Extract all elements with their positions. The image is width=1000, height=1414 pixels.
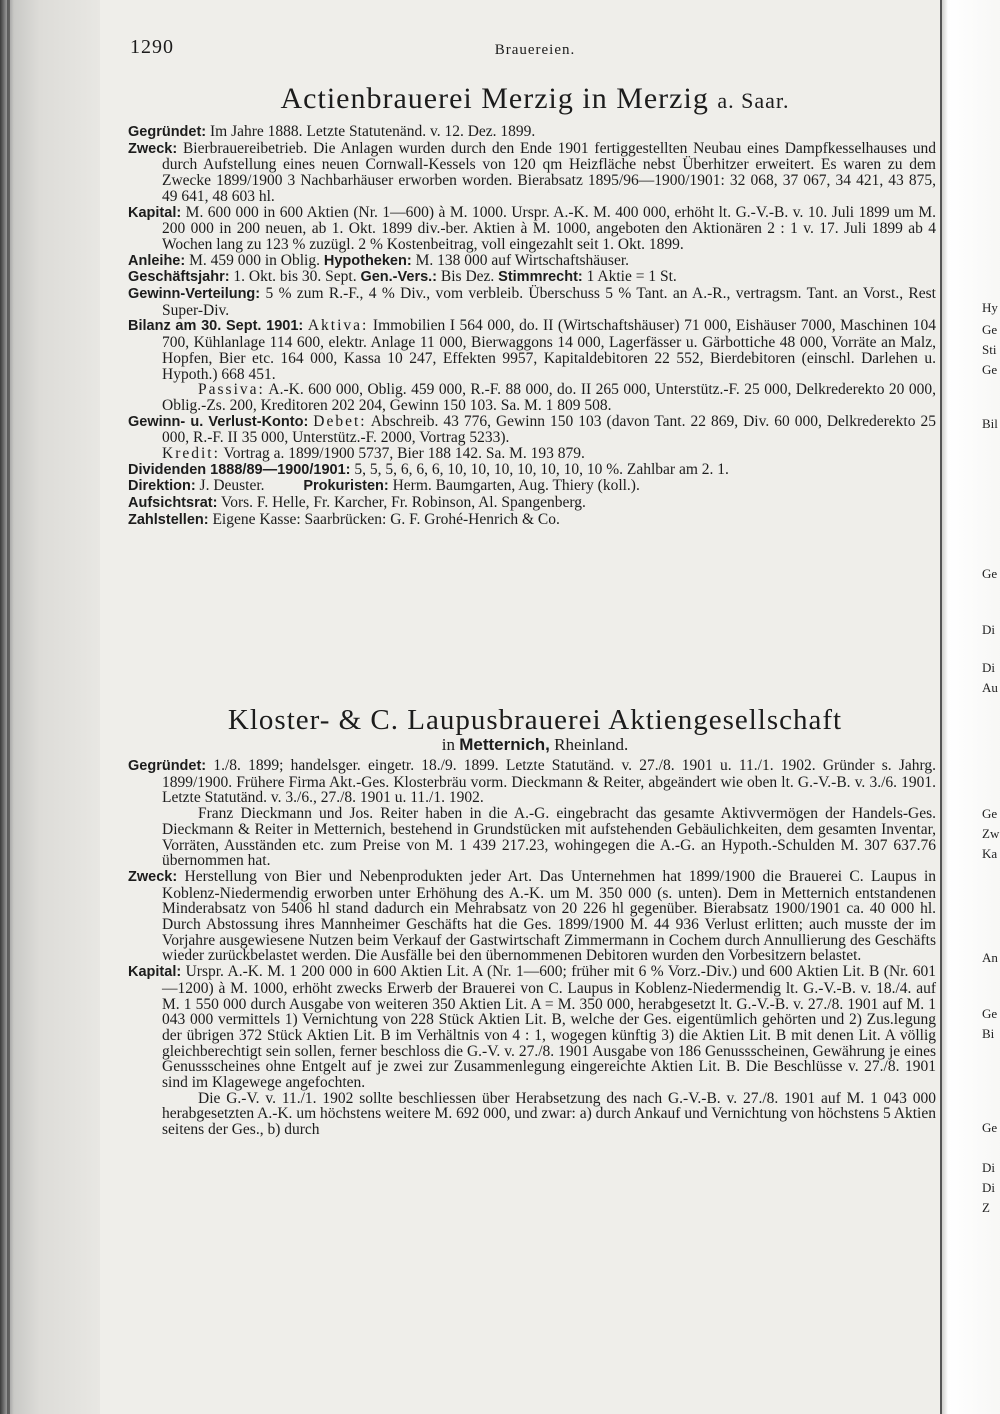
margin-fragment: Hy	[982, 300, 998, 315]
margin-fragment: Ge	[982, 566, 998, 581]
entry1-guv-kredit: Kredit: Vortrag a. 1899/1900 5737, Bier 188 142. Sa. M. 193 879.	[162, 445, 585, 463]
entry1-dividenden: Dividenden 1888/89—1900/1901: 5, 5, 5, 6, 6, 6, 10, 10, 10, 10, 10, 10, 10 %. Zahlbar am 2. 1.	[128, 460, 729, 478]
entry2-gegruendet-para2: Franz Dieckmann und Jos. Reiter haben in die A.-G. eingebracht das gesamte Aktivvermögen der Handels-Ges. Dieckmann & Reiter in Metternich, bestehend in Grundstücken mit aufstehenden Gebäulichkeiten, dem gesamten Inventar, Vorräten, Ausständen etc. zum Preise von M. 1 439 217.23, wohingegen die A.-G. an Hypoth.-Schulden M. 307 637.76 übernommen hat.	[162, 805, 936, 870]
entry1-gewinn-verteilung: Gewinn-Verteilung: 5 % zum R.-F., 4 % Div., vom verbleib. Überschuss 5 % Tant. an A.-R., vertragsm. Tant. an Vorst., Rest Super-Div.	[128, 285, 936, 319]
page-header	[130, 36, 940, 66]
entry2-kapital: Kapital: Urspr. A.-K. M. 1 200 000 in 600 Aktien Lit. A (Nr. 1—600; früher mit 6 % Vorz.-Div.) und 600 Aktien Lit. B (Nr. 601—1200) à M. 1000, erhöht zwecks Erwerb der Brauerei von C. Laupus in Koblenz-Niedermendig lt. G.-V.-B. v. 18./4. auf M. 1 550 000 durch Ausgabe von weiteren 350 Aktien Lit. A = M. 350 000, herabgesetzt lt. G.-V.-B. v. 27./8. 1901 auf M. 1 043 000 vermittels 1) Vernichtung von 228 Stück Aktien Lit. B, welche der Ges. eigentümlich gehörten und 2) Zus.legung der übrigen 372 Stück Aktien Lit. B im Verhältnis von 4 : 1, wogegen künftig 3) die Aktien Lit. B mit denen Lit. A völlig gleichberechtigt sein sollen, ferner beschloss die G.-V. v. 27./8. 1901 Ausgabe von 186 Genussscheinen, Gewährung je eines Genussscheines ohne Entgelt auf je zwei zur Zusammenlegung eingereichte Aktien Lit. B. Die Beschlüsse v. 27./8. 1901 sind im Klagewege angefochten.	[128, 963, 937, 1092]
entry1-zahlstellen: Zahlstellen: Eigene Kasse: Saarbrücken: G. F. Grohé-Henrich & Co.	[128, 510, 560, 528]
entry1-direktion: Direktion: J. Deuster. Prokuristen: Herm. Baumgarten, Aug. Thiery (koll.).	[128, 477, 640, 495]
book-spine-shadow	[0, 0, 100, 1414]
entry2-body	[128, 758, 936, 1138]
entry1-kapital: Kapital: M. 600 000 in 600 Aktien (Nr. 1—600) à M. 1000. Urspr. A.-K. M. 400 000, erhöht lt. G.-V.-B. v. 10. Juli 1899 um M. 200 000 in 200 neuen, ab 1. Okt. 1899 div.-ber. Aktien à M. 1000, angeboten den Aktionären 2 : 1 v. 17. Juli 1899 ab 4 Wochen lang zu 123 % zuzügl. 2 % Kostenbeitrag, voll eingezahlt seit 1. Okt. 1899.	[128, 203, 937, 253]
entry1-title-suffix: a. Saar.	[717, 88, 790, 113]
entry2-title: Kloster- & C. Laupusbrauerei Aktiengesellschaft	[227, 704, 843, 736]
running-title: Brauereien.	[494, 42, 576, 58]
margin-fragment: Ge	[982, 362, 998, 377]
margin-fragment: Ge	[982, 1006, 998, 1021]
margin-fragment: Ge	[982, 1120, 998, 1135]
page-number: 1290	[130, 36, 174, 58]
margin-fragment: Sti	[982, 342, 997, 357]
margin-fragment: An	[982, 950, 998, 965]
entry1-guv: Gewinn- u. Verlust-Konto: Debet: Abschreib. 43 776, Gewinn 150 103 (davon Tant. 22 869, Div. 60 000, Delkrederekto 25 000, R.-F. II 35 000, Unterstütz.-F. 2000, Vortrag 5233).	[128, 412, 936, 447]
entry1-zweck: Zweck: Bierbrauereibetrieb. Die Anlagen wurden durch den Ende 1901 fertiggestellten Neubau eines Dampfkesselhauses und durch Aufstellung eines neuen Cornwall-Kessels von 120 qm Heizfläche nebst Überhitzer erweitert. Es waren zu dem Zwecke 1899/1900 3 Nachbarhäuser erworben worden. Bierabsatz 1895/96—1900/1901: 32 068, 37 067, 34 421, 43 875, 49 641, 48 603 hl.	[128, 139, 936, 205]
margin-fragment: Di	[982, 1160, 995, 1175]
margin-fragment: Bil	[982, 416, 998, 431]
entry2-gegruendet: Gegründet: 1./8. 1899; handelsger. eingetr. 18./9. 1899. Letzte Statutänd. v. 27./8. 1901 u. 11./1. 1902. Gründer s. Jahrg. 1899/1900. Frühere Firma Akt.-Ges. Klosterbräu vorm. Dieckmann & Reiter, abgeändert wie oben lt. G.-V.-B. v. 3./6. 1901. Letzte Statutänd. v. 3./6., 27./8. 1901 u. 11./1. 1902.	[128, 757, 937, 807]
entry1-gegruendet: Gegründet: Im Jahre 1888. Letzte Statutenänd. v. 12. Dez. 1899.	[128, 123, 536, 140]
entry1-geschaeftsjahr: Geschäftsjahr: 1. Okt. bis 30. Sept. Gen.-Vers.: Bis Dez. Stimmrecht: 1 Aktie = 1 St.	[128, 268, 677, 286]
entry1-aufsichtsrat: Aufsichtsrat: Vors. F. Helle, Fr. Karcher, Fr. Robinson, Al. Spangenberg.	[128, 494, 586, 512]
entry1-body	[128, 124, 936, 529]
entry1-title-main: Actienbrauerei Merzig in Merzig	[280, 82, 709, 115]
margin-fragment: Ka	[982, 846, 998, 861]
margin-fragment: Ge	[982, 322, 998, 337]
margin-fragment: Di	[982, 1180, 995, 1195]
entry1-title	[130, 82, 940, 116]
entry1-bilanz-passiva: Passiva: A.-K. 600 000, Oblig. 459 000, R.-F. 88 000, do. II 265 000, Unterstütz.-F. 25 000, Delkrederekto 20 000, Oblig.-Zs. 200, Kreditoren 202 204, Gewinn 150 103. Sa. M. 1 809 508.	[162, 381, 936, 414]
entry2-zweck: Zweck: Herstellung von Bier und Nebenprodukten jeder Art. Das Unternehmen hat 1899/1900 die Brauerei C. Laupus in Koblenz-Niedermendig erworben unter Erhöhung des A.-K. um M. 350 000 (s. unten). Dem in Metternich entstandenen Minderabsatz von 5406 hl stand dadurch ein Mehrabsatz von 20 226 hl gegenüber. Bierabsatz 1900/1901 ca. 40 000 hl. Durch Abstossung ihres Mannheimer Geschäfts hat die Ges. 1899/1900 M. 44 936 Verlust erlitten; auch musste der im Vorjahre ausgewiesene Nutzen beim Verkauf der Gastwirtschaft Zimmermann in Cochem durch Annullierung des Geschäfts wieder zurückbelastet werden. Die Ausfälle bei den übernommenen Debitoren wurden den Vorbesitzern belastet.	[128, 867, 937, 965]
margin-fragment: Z	[982, 1200, 990, 1215]
entry1-anleihe: Anleihe: M. 459 000 in Oblig. Hypotheken: M. 138 000 auf Wirtschaftshäuser.	[128, 251, 630, 269]
adjacent-page-strip	[940, 0, 1000, 1414]
margin-fragment: Au	[982, 680, 998, 695]
entry2-kapital-para2: Die G.-V. v. 11./1. 1902 sollte beschliessen über Herabsetzung des nach G.-V.-B. v. 27./8. 1901 auf M. 1 043 000 herabgesetzten A.-K. um höchstens weitere M. 692 000, und zwar: a) durch Ankauf und Vernichtung von höchstens 5 Aktien seitens der Ges., b) durch	[162, 1089, 936, 1139]
margin-fragment: Zw	[982, 826, 1000, 841]
margin-fragment: Di	[982, 660, 995, 675]
entry2-subtitle: in Metternich, Rheinland.	[441, 735, 629, 754]
entry1-bilanz: Bilanz am 30. Sept. 1901: Aktiva: Immobilien I 564 000, do. II (Wirtschaftshäuser) 71 000, Eishäuser 7000, Maschinen 104 700, Kühlanlage 114 600, elektr. Anlage 11 000, Bierwaggons 14 000, Lagerfässer u. Gärbottiche 48 000, Vorräte an Malz, Hopfen, Bier etc. 164 000, Kassa 10 247, Effekten 9957, Kapitaldebitoren 22 552, Bierdebitoren (einschl. Darlehen u. Hypoth.) 668 451.	[128, 317, 936, 383]
margin-fragment: Bi	[982, 1026, 995, 1041]
margin-fragment: Di	[982, 622, 995, 637]
margin-fragment: Ge	[982, 806, 998, 821]
